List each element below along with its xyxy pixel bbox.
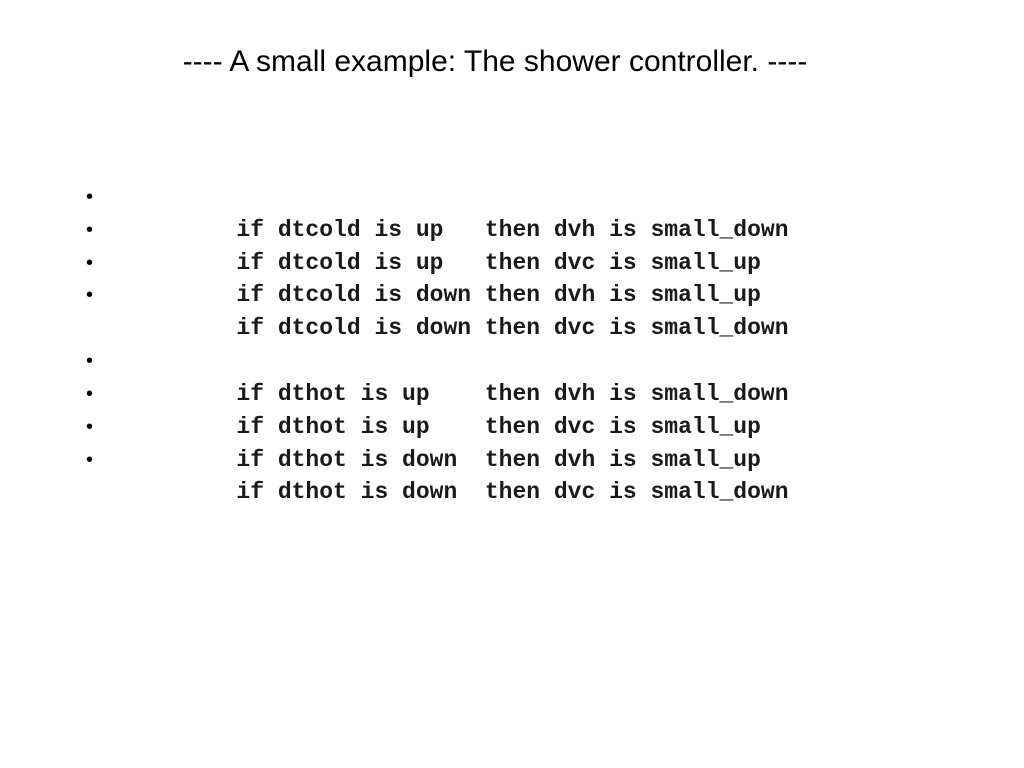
list-item <box>86 214 789 276</box>
rule-text: if dthot is up then dvh is small_down <box>236 380 789 407</box>
list-item <box>86 378 789 440</box>
rule-text: if dthot is down then dvh is small_up <box>236 446 761 473</box>
bullet-icon: • <box>86 251 94 274</box>
rule-text: if dtcold is down then dvc is small_down <box>236 315 789 342</box>
rule-text: if dtcold is down then dvh is small_up <box>236 282 761 309</box>
list-item <box>86 181 789 243</box>
bullet-icon: • <box>86 186 94 208</box>
list-item <box>86 345 789 407</box>
bullet-icon: • <box>86 415 94 438</box>
cold-rules-group <box>86 181 789 342</box>
rule-text: if dtcold is up then dvc is small_up <box>236 249 761 276</box>
rule-list <box>86 181 789 506</box>
bullet-icon: • <box>86 448 94 471</box>
list-item <box>86 279 789 342</box>
list-item <box>86 444 789 506</box>
list-item <box>86 247 789 309</box>
rule-text: if dthot is up then dvc is small_up <box>236 413 761 440</box>
list-item <box>86 411 789 473</box>
hot-rules-group <box>86 345 789 506</box>
bullet-icon: • <box>86 382 94 405</box>
bullet-icon: • <box>86 284 94 307</box>
rule-text: if dthot is down then dvc is small_down <box>236 479 789 506</box>
bullet-icon: • <box>86 350 94 373</box>
slide-title: ---- A small example: The shower controller. ---- <box>182 45 808 78</box>
rule-text: if dtcold is up then dvh is small_down <box>236 216 789 243</box>
bullet-icon: • <box>86 218 94 241</box>
